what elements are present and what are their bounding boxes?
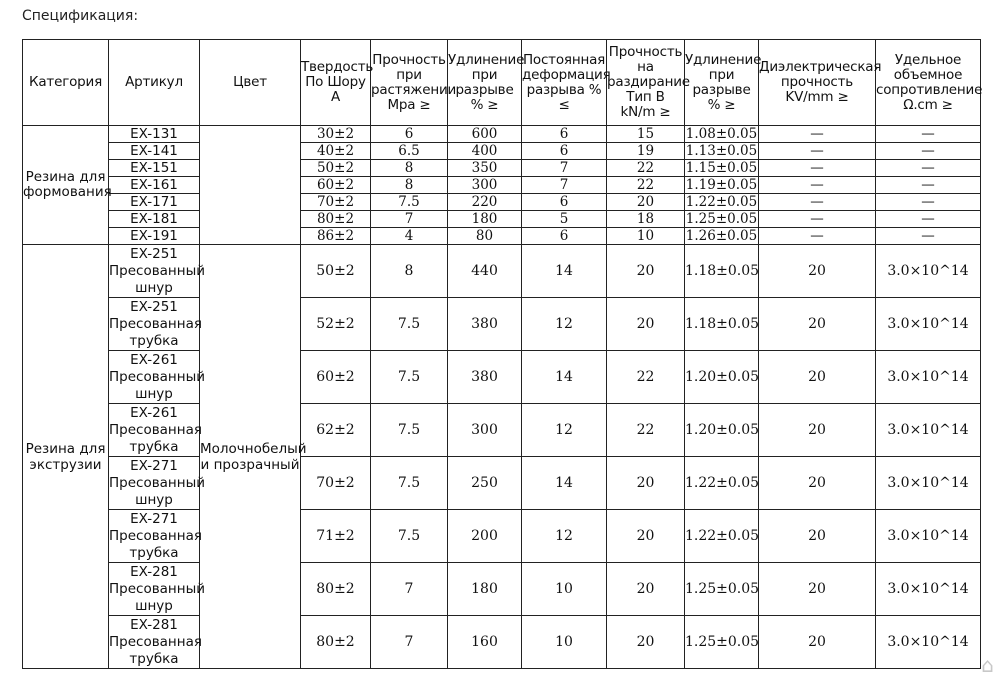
tear-cell: 22 xyxy=(607,351,685,404)
tensile-cell: 7.5 xyxy=(371,457,448,510)
deformation-cell: 7 xyxy=(522,160,607,177)
article-type: Пресованный шнур xyxy=(109,368,206,402)
elongation-2-cell: 1.20±0.05 xyxy=(685,351,759,404)
hardness-cell: 30±2 xyxy=(301,126,371,143)
dielectric-cell: — xyxy=(759,177,876,194)
hardness-cell: 70±2 xyxy=(301,457,371,510)
deformation-cell: 14 xyxy=(522,351,607,404)
table-row xyxy=(23,457,981,510)
article-cell: EX-181 xyxy=(109,211,200,228)
hardness-cell: 70±2 xyxy=(301,194,371,211)
article-code: EX-281 xyxy=(130,563,178,580)
resistivity-cell: 3.0×10^14 xyxy=(876,351,981,404)
table-row xyxy=(23,126,981,143)
tear-cell: 20 xyxy=(607,457,685,510)
article-cell xyxy=(109,510,200,563)
article-code: EX-261 xyxy=(130,404,178,421)
deformation-cell: 10 xyxy=(522,563,607,616)
tensile-cell: 6.5 xyxy=(371,143,448,160)
table-body xyxy=(23,126,981,669)
elongation-2-cell: 1.13±0.05 xyxy=(685,142,758,159)
article-cell: EX-171 xyxy=(109,194,200,211)
deformation-cell: 14 xyxy=(522,457,607,510)
header-hardness: Твердость По Шору А xyxy=(301,40,371,126)
header-article: Артикул xyxy=(109,40,200,126)
header-color: Цвет xyxy=(200,40,301,126)
header-dielectric: Диэлектрическая прочность KV/mm ≥ xyxy=(759,40,876,126)
resistivity-cell: — xyxy=(876,160,981,177)
color-cell xyxy=(200,126,301,245)
hardness-cell: 80±2 xyxy=(301,616,371,669)
tensile-cell: 7.5 xyxy=(371,404,448,457)
hardness-cell: 60±2 xyxy=(301,351,371,404)
deformation-cell: 6 xyxy=(522,194,607,211)
article-type: Пресованная трубка xyxy=(109,421,202,455)
tensile-cell: 7.5 xyxy=(371,298,448,351)
article-cell xyxy=(109,351,206,404)
dielectric-cell: 20 xyxy=(759,563,876,616)
header-tear: Прочность на раздирание Тип B kN/m ≥ xyxy=(607,40,685,126)
deformation-cell: 6 xyxy=(522,228,607,245)
deformation-cell: 10 xyxy=(522,616,607,669)
elongation-cell: 380 xyxy=(448,351,522,404)
watermark-logo: ⌂ xyxy=(981,653,994,677)
header-category: Категория xyxy=(23,40,109,126)
header-elongation-2: Удлинение при разрыве % ≥ xyxy=(685,40,759,126)
article-type: Пресованный шнур xyxy=(109,474,206,508)
dielectric-cell: — xyxy=(759,126,876,143)
table-row xyxy=(23,245,981,298)
tensile-cell: 8 xyxy=(371,245,448,298)
elongation-2-cell: 1.22±0.05 xyxy=(685,193,758,210)
table-row xyxy=(23,298,981,351)
elongation-cell: 250 xyxy=(448,457,522,510)
article-code: EX-271 xyxy=(130,457,178,474)
dielectric-cell: 20 xyxy=(759,404,876,457)
article-type: Пресованная трубка xyxy=(109,633,202,667)
table-row xyxy=(23,563,981,616)
article-cell: EX-131 xyxy=(109,126,200,143)
tensile-cell: 4 xyxy=(371,228,448,245)
elongation-2-cell: 1.20±0.05 xyxy=(685,404,759,457)
hardness-cell: 50±2 xyxy=(301,160,371,177)
article-cell xyxy=(109,457,206,510)
hardness-cell: 80±2 xyxy=(301,563,371,616)
resistivity-cell: 3.0×10^14 xyxy=(876,404,981,457)
hardness-cell: 60±2 xyxy=(301,177,371,194)
deformation-cell: 12 xyxy=(522,298,607,351)
elongation-cell: 180 xyxy=(448,563,522,616)
dielectric-cell: 20 xyxy=(759,616,876,669)
hardness-cell: 50±2 xyxy=(301,245,371,298)
article-cell xyxy=(109,245,206,298)
elongation-cell: 200 xyxy=(448,510,522,563)
resistivity-cell: — xyxy=(876,177,981,194)
deformation-cell: 14 xyxy=(522,245,607,298)
article-code: EX-261 xyxy=(130,351,178,368)
dielectric-cell: — xyxy=(759,211,876,228)
elongation-2-cell: 1.08±0.05 xyxy=(685,125,758,142)
resistivity-cell: — xyxy=(876,211,981,228)
tear-cell: 20 xyxy=(607,298,685,351)
resistivity-cell: — xyxy=(876,143,981,160)
specification-table xyxy=(22,39,981,669)
table-row xyxy=(23,404,981,457)
article-cell xyxy=(109,298,200,351)
resistivity-cell: 3.0×10^14 xyxy=(876,563,981,616)
elongation-cell: 600 xyxy=(448,126,522,143)
elongation-2-cell: 1.19±0.05 xyxy=(685,176,758,193)
elongation-cell: 440 xyxy=(448,245,522,298)
elongation-cell: 300 xyxy=(448,177,522,194)
dielectric-cell: 20 xyxy=(759,245,876,298)
resistivity-cell: 3.0×10^14 xyxy=(876,510,981,563)
resistivity-cell: 3.0×10^14 xyxy=(876,245,981,298)
tear-cell: 15 xyxy=(607,126,685,143)
elongation-2-cell: 1.22±0.05 xyxy=(685,510,759,563)
elongation-2-cell: 1.18±0.05 xyxy=(685,245,759,298)
tear-cell: 10 xyxy=(607,228,685,245)
tensile-cell: 7.5 xyxy=(371,194,448,211)
header-elongation: Удлинение при разрыве % ≥ xyxy=(448,40,522,126)
deformation-cell: 6 xyxy=(522,143,607,160)
article-type: Пресованная трубка xyxy=(109,315,202,349)
elongation-cell: 180 xyxy=(448,211,522,228)
dielectric-cell: — xyxy=(759,194,876,211)
dielectric-cell: 20 xyxy=(759,351,876,404)
elongation-2-cell: 1.25±0.05 xyxy=(685,210,758,227)
tear-cell: 20 xyxy=(607,510,685,563)
dielectric-cell: 20 xyxy=(759,457,876,510)
tear-cell: 22 xyxy=(607,404,685,457)
header-tensile: Прочность при растяжении Mpa ≥ xyxy=(371,40,448,126)
resistivity-cell: — xyxy=(876,228,981,245)
tensile-cell: 7 xyxy=(371,211,448,228)
hardness-cell: 86±2 xyxy=(301,228,371,245)
dielectric-cell: — xyxy=(759,228,876,245)
tear-cell: 22 xyxy=(607,177,685,194)
resistivity-cell: 3.0×10^14 xyxy=(876,616,981,669)
table-row xyxy=(23,194,981,211)
tear-cell: 19 xyxy=(607,143,685,160)
category-cell: Резина для формования xyxy=(23,126,109,245)
elongation-cell: 380 xyxy=(448,298,522,351)
elongation-2-cell: 1.18±0.05 xyxy=(685,298,759,351)
tensile-cell: 7 xyxy=(371,616,448,669)
article-cell: EX-191 xyxy=(109,228,200,245)
elongation-2-cell: 1.25±0.05 xyxy=(685,616,759,669)
table-row xyxy=(23,160,981,177)
article-type: Пресованная трубка xyxy=(109,527,202,561)
dielectric-cell: 20 xyxy=(759,510,876,563)
deformation-cell: 5 xyxy=(522,211,607,228)
table-row xyxy=(23,211,981,228)
tear-cell: 20 xyxy=(607,245,685,298)
article-code: EX-281 xyxy=(130,616,178,633)
table-row xyxy=(23,616,981,669)
deformation-cell: 12 xyxy=(522,404,607,457)
article-type: Пресованный шнур xyxy=(109,580,206,614)
hardness-cell: 62±2 xyxy=(301,404,371,457)
article-code: EX-251 xyxy=(130,298,178,315)
elongation-2-cell: 1.22±0.05 xyxy=(685,457,759,510)
elongation-cell: 350 xyxy=(448,160,522,177)
dielectric-cell: — xyxy=(759,143,876,160)
elongation-2-cell: 1.26±0.05 xyxy=(685,227,758,244)
elongation-cell: 400 xyxy=(448,143,522,160)
article-cell xyxy=(109,563,206,616)
article-cell xyxy=(109,404,200,457)
dielectric-cell: — xyxy=(759,160,876,177)
elongation-cell: 300 xyxy=(448,404,522,457)
tear-cell: 20 xyxy=(607,194,685,211)
color-cell: Молочнобелый и прозрачный xyxy=(200,245,301,669)
hardness-cell: 52±2 xyxy=(301,298,371,351)
table-row xyxy=(23,177,981,194)
tensile-cell: 8 xyxy=(371,177,448,194)
resistivity-cell: — xyxy=(876,126,981,143)
deformation-cell: 12 xyxy=(522,510,607,563)
resistivity-cell: 3.0×10^14 xyxy=(876,298,981,351)
deformation-cell: 7 xyxy=(522,177,607,194)
article-cell: EX-141 xyxy=(109,143,200,160)
deformation-cell: 6 xyxy=(522,126,607,143)
article-code: EX-251 xyxy=(130,245,178,262)
page-title: Спецификация: xyxy=(22,8,139,24)
tensile-cell: 7.5 xyxy=(371,351,448,404)
hardness-cell: 71±2 xyxy=(301,510,371,563)
tear-cell: 20 xyxy=(607,616,685,669)
elongation-cell: 220 xyxy=(448,194,522,211)
tear-cell: 20 xyxy=(607,563,685,616)
table-header-row xyxy=(23,40,981,126)
tear-cell: 22 xyxy=(607,160,685,177)
tensile-cell: 8 xyxy=(371,160,448,177)
article-code: EX-271 xyxy=(130,510,178,527)
elongation-2-cell: 1.15±0.05 xyxy=(685,159,758,176)
category-cell: Резина для экструзии xyxy=(23,245,109,669)
tear-cell: 18 xyxy=(607,211,685,228)
hardness-cell: 80±2 xyxy=(301,211,371,228)
header-resistivity: Удельное объемное сопротивление Ω.cm ≥ xyxy=(876,40,981,126)
tensile-cell: 7.5 xyxy=(371,510,448,563)
dielectric-cell: 20 xyxy=(759,298,876,351)
table-row xyxy=(23,143,981,160)
resistivity-cell: 3.0×10^14 xyxy=(876,457,981,510)
article-cell: EX-151 xyxy=(109,160,200,177)
elongation-cell: 160 xyxy=(448,616,522,669)
table-row xyxy=(23,228,981,245)
article-type: Пресованный шнур xyxy=(109,262,206,296)
hardness-cell: 40±2 xyxy=(301,143,371,160)
table-row xyxy=(23,351,981,404)
table-row xyxy=(23,510,981,563)
tensile-cell: 6 xyxy=(371,126,448,143)
tensile-cell: 7 xyxy=(371,563,448,616)
article-cell xyxy=(109,616,200,669)
article-cell: EX-161 xyxy=(109,177,200,194)
resistivity-cell: — xyxy=(876,194,981,211)
elongation-cell: 80 xyxy=(448,228,522,245)
elongation-2-cell: 1.25±0.05 xyxy=(685,563,759,616)
header-deformation: Постоянная деформация разрыва % ≤ xyxy=(522,40,607,126)
